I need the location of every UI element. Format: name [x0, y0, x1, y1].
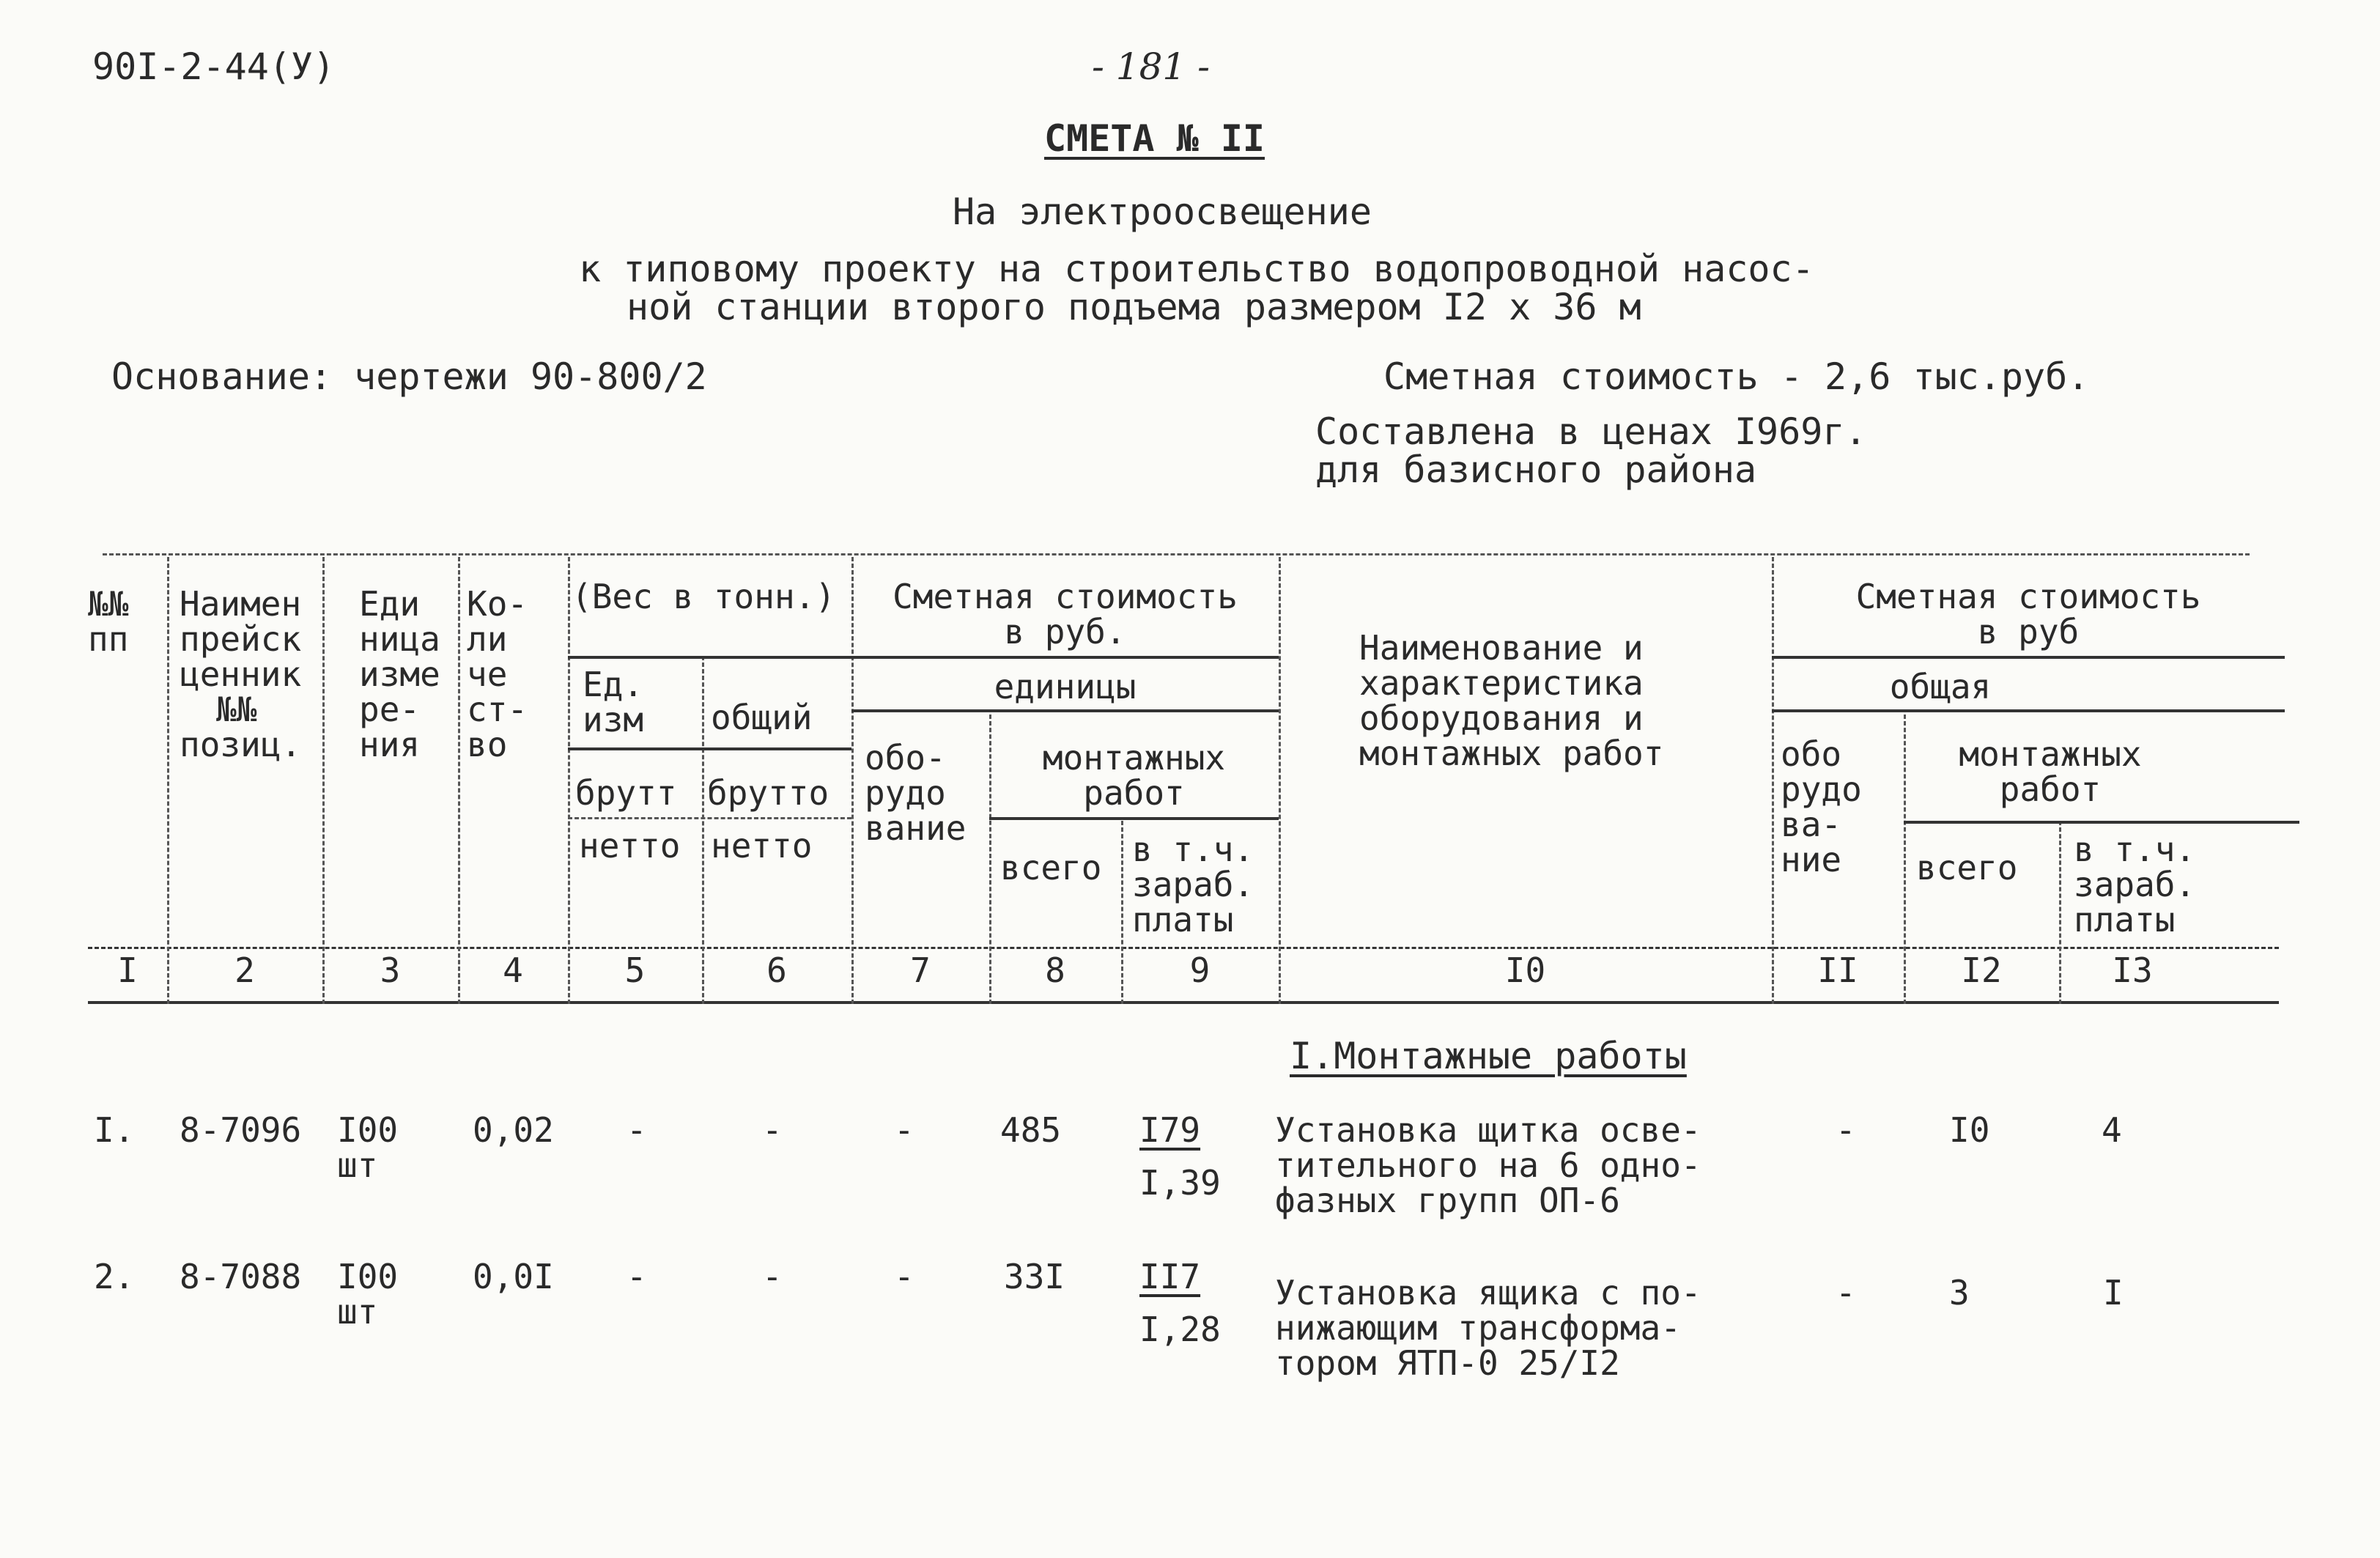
- header-general: общая: [1889, 667, 1992, 706]
- header-mounting-general: монтажных работ: [1959, 734, 2142, 809]
- header-cost-rub-general: Сметная стоимость в руб: [1855, 577, 2201, 651]
- col-number: I2: [1961, 950, 2002, 990]
- col-number: 6: [766, 950, 787, 990]
- header-equipment: обо- рудо вание: [865, 738, 967, 848]
- col-number: 3: [380, 950, 401, 990]
- document-subtitle: На электроосвещение: [953, 191, 1372, 233]
- document-code: 90I-2-44(У): [92, 45, 336, 88]
- mount-wage-coef: I,28: [1139, 1310, 1221, 1349]
- estimated-cost-text: Сметная стоимость - 2,6 тыс.руб.: [1383, 355, 2090, 398]
- col-number: 9: [1189, 950, 1211, 990]
- header-net-1: нетто: [579, 826, 681, 865]
- col-number: I3: [2112, 950, 2153, 990]
- header-mount-total-general: всего: [1916, 848, 2018, 887]
- mount-wage-coef: I,39: [1139, 1163, 1221, 1203]
- weight-unit: -: [627, 1110, 647, 1150]
- header-mounting: монтажных работ: [1042, 738, 1226, 813]
- item-description: Установка ящика с по- нижающим трансформа- тором ЯТП-0 25/I2: [1275, 1273, 1701, 1383]
- row-number: 2.: [94, 1257, 135, 1296]
- prices-line2: для базисного района: [1315, 448, 1757, 491]
- weight-total: -: [762, 1110, 783, 1150]
- header-equipment-general: обо рудо ва- ние: [1781, 734, 1862, 879]
- col-number: II: [1817, 950, 1858, 990]
- equipment-cost: -: [894, 1257, 914, 1296]
- weight-total: -: [762, 1257, 783, 1296]
- mount-wage-general: I: [2103, 1273, 2124, 1313]
- header-weight: (Вес в тонн.): [572, 577, 836, 616]
- mount-total-general: I0: [1949, 1110, 1990, 1150]
- header-gross-1: брутт: [575, 773, 677, 813]
- header-row-number: №№ пп: [88, 584, 129, 659]
- section-title: I.Монтажные работы: [1290, 1035, 1687, 1077]
- header-unit-of-measure: Ед. изм: [583, 665, 644, 739]
- header-gross-2: брутто: [707, 773, 829, 813]
- header-name-characteristics: Наименование и характеристика оборудования и монтажных работ: [1359, 628, 1664, 773]
- header-unit: единицы: [994, 667, 1137, 706]
- weight-unit: -: [627, 1257, 647, 1296]
- col-number: 2: [234, 950, 255, 990]
- equipment-cost-general: -: [1836, 1110, 1856, 1150]
- mount-wage-general: 4: [2102, 1110, 2122, 1150]
- header-weight-total: общий: [711, 698, 813, 737]
- col-number: I: [117, 950, 138, 990]
- price-list-code: 8-7096: [180, 1110, 302, 1150]
- unit-measure: I00 шт: [337, 1257, 399, 1332]
- mount-cost-total: 33I: [1004, 1257, 1065, 1296]
- equipment-cost: -: [894, 1110, 914, 1150]
- mount-total-general: 3: [1949, 1273, 1970, 1313]
- item-description: Установка щитка осве- тительного на 6 одно- фазных групп ОП-6: [1275, 1110, 1701, 1220]
- price-list-code: 8-7088: [180, 1257, 302, 1296]
- col-number: I0: [1504, 950, 1546, 990]
- col-number: 8: [1045, 950, 1065, 990]
- basis-text: Основание: чертежи 90-800/2: [111, 355, 707, 398]
- header-incl-wage-general: в т.ч. зараб. платы: [2074, 830, 2196, 939]
- quantity: 0,0I: [473, 1257, 554, 1296]
- col-number: 5: [624, 950, 646, 990]
- header-price-list: Наимен прейск ценник №№ позиц.: [180, 584, 302, 764]
- header-incl-wage: в т.ч. зараб. платы: [1132, 830, 1254, 939]
- header-mount-total: всего: [1000, 848, 1102, 887]
- page-number: - 181 -: [1092, 45, 1211, 88]
- row-number: I.: [94, 1110, 135, 1150]
- header-quantity: Ко- ли че ст- во: [467, 584, 528, 764]
- project-description-line1: к типовому проекту на строительство водопроводной насос-: [579, 248, 1814, 290]
- header-cost-rub: Сметная стоимость в руб.: [892, 577, 1238, 651]
- mount-wage: II7: [1139, 1257, 1201, 1296]
- prices-line1: Составлена в ценах I969г.: [1315, 410, 1867, 453]
- header-net-2: нетто: [711, 826, 813, 865]
- project-description-line2: ной станции второго подъема размером I2 х 36 м: [627, 286, 1641, 328]
- header-unit-measure: Еди ница изме ре- ния: [359, 584, 440, 764]
- col-number: 7: [910, 950, 931, 990]
- col-number: 4: [503, 950, 523, 990]
- document-title: СМЕТА № II: [1044, 117, 1265, 160]
- equipment-cost-general: -: [1836, 1273, 1856, 1313]
- unit-measure: I00 шт: [337, 1110, 399, 1185]
- quantity: 0,02: [473, 1110, 554, 1150]
- mount-wage: I79: [1139, 1110, 1201, 1150]
- mount-cost-total: 485: [1000, 1110, 1062, 1150]
